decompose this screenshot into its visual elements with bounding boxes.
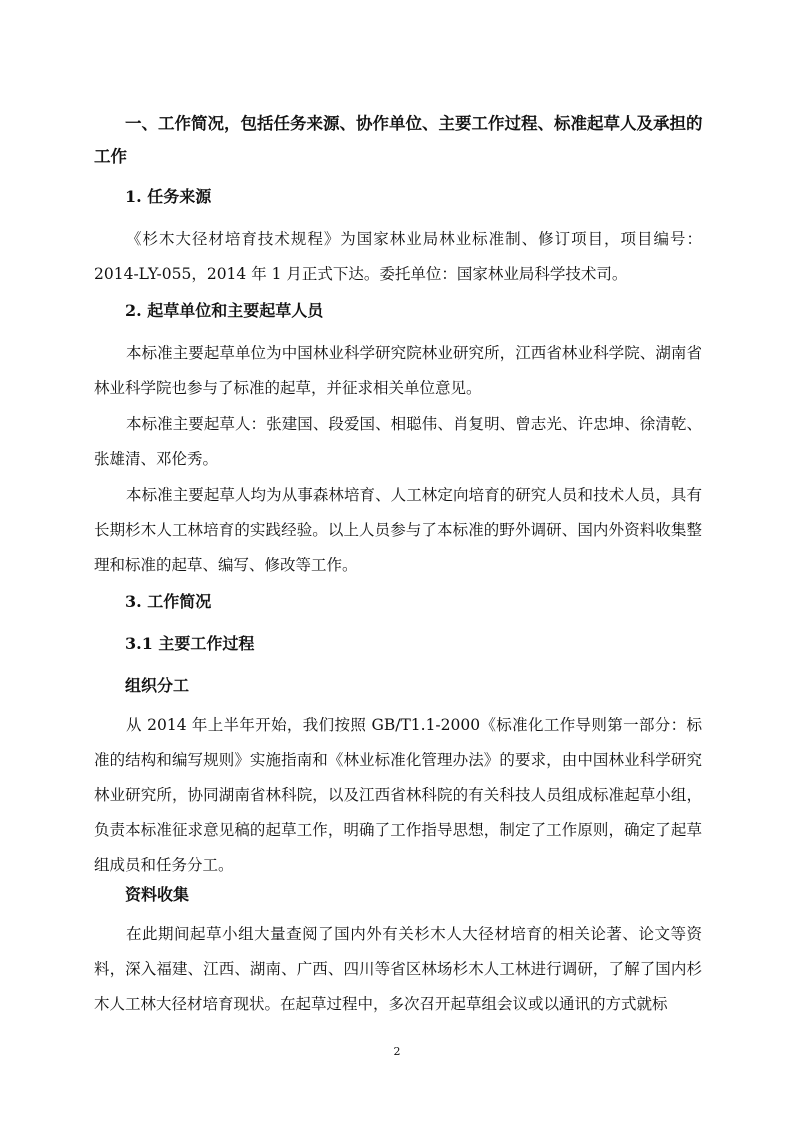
organization-paragraph: 从 2014 年上半年开始，我们按照 GB/T1.1-2000《标准化工作导则第一部分：标准的结构和编写规则》实施指南和《林业标准化管理办法》的要求，由中国林业科学研究林业研究所，协同湖南省林科院，以及江西省林科院的有关科技人员组成标准起草小组，负责本标准征求意见稿的起草工作，明确了工作指导思想，制定了工作原则，确定了起草组成员和任务分工。 xyxy=(94,716,702,874)
task-source-heading: 1. 任务来源 xyxy=(125,187,212,206)
section-heading: 一、工作简况，包括任务来源、协作单位、主要工作过程、标准起草人及承担的工作 xyxy=(94,114,703,166)
drafters-list-paragraph: 本标准主要起草人：张建国、段爱国、相聪伟、肖复明、曾志光、许忠坤、徐清乾、张雄清、邓伦秀。 xyxy=(94,415,702,468)
work-overview-heading: 3. 工作简况 xyxy=(125,592,212,611)
main-process-heading: 3.1 主要工作过程 xyxy=(125,634,255,653)
page-number: 2 xyxy=(393,1045,401,1058)
drafting-units-paragraph: 本标准主要起草单位为中国林业科学研究院林业研究所，江西省林业科学院、湖南省林业科学院也参与了标准的起草，并征求相关单位意见。 xyxy=(94,344,702,397)
drafting-units-heading: 2. 起草单位和主要起草人员 xyxy=(125,301,324,320)
task-source-paragraph: 《杉木大径材培育技术规程》为国家林业局林业标准制、修订项目，项目编号：2014-LY-055，2014 年 1 月正式下达。委托单位：国家林业局科学技术司。 xyxy=(94,230,702,283)
data-collection-paragraph: 在此期间起草小组大量查阅了国内外有关杉木人大径材培育的相关论著、论文等资料，深入福建、江西、湖南、广西、四川等省区林场杉木人工林进行调研，了解了国内杉木人工林大径材培育现状。在起草过程中，多次召开起草组会议或以通讯的方式就标 xyxy=(94,925,702,1013)
drafters-experience-paragraph: 本标准主要起草人均为从事森林培育、人工林定向培育的研究人员和技术人员，具有长期杉木人工林培育的实践经验。以上人员参与了本标准的野外调研、国内外资料收集整理和标准的起草、编写、修改等工作。 xyxy=(94,486,702,574)
data-collection-heading: 资料收集 xyxy=(125,885,190,904)
organization-heading: 组织分工 xyxy=(125,676,190,695)
